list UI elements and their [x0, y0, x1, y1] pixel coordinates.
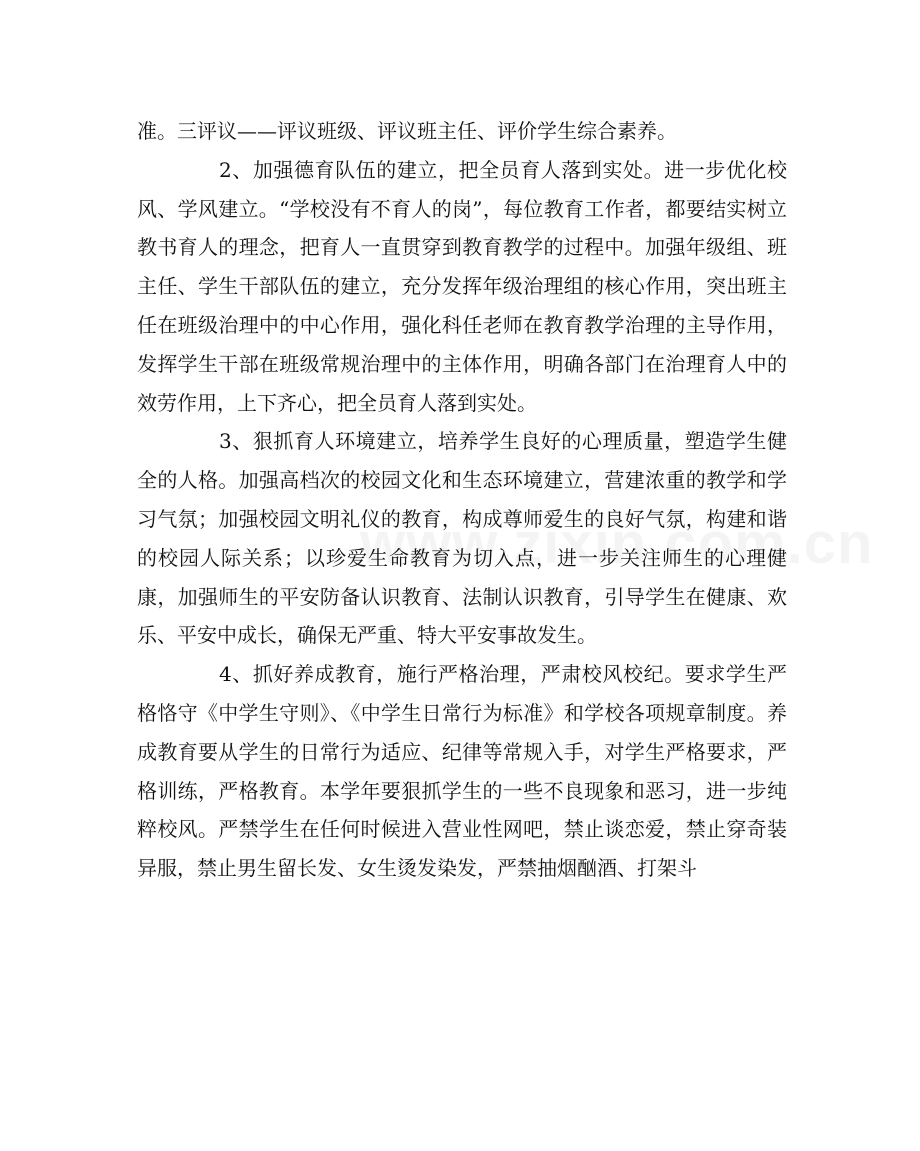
- document-body: [137, 112, 787, 888]
- paragraph-continuation: 准。三评议——评议班级、评议班主任、评价学生综合素养。: [137, 119, 677, 143]
- paragraph-3-environment: 3、狠抓育人环境建立，培养学生良好的心理质量，塑造学生健全的人格。加强高档次的校园文化和生态环境建立，营建浓重的教学和学习气氛；加强校园文明礼仪的教育，构成尊师爱生的良好气氛，构建和谐的校园人际关系；以珍爱生命教育为切入点，进一步关注师生的心理健康，加强师生的平安防备认识教育、法制认识教育，引导学生在健康、欢乐、平安中成长，确保无严重、特大平安事故发生。: [137, 429, 787, 648]
- paragraph-4-habit-education: 4、抓好养成教育，施行严格治理，严肃校风校纪。要求学生严格恪守《中学生守则》、《中学生日常行为标准》和学校各项规章制度。养成教育要从学生的日常行为适应、纪律等常规入手，对学生严格要求，严格训练，严格教育。本学年要狠抓学生的一些不良现象和恶习，进一步纯粹校风。严禁学生在任何时候进入营业性网吧，禁止谈恋爱，禁止穿奇装异服，禁止男生留长发、女生烫发染发，严禁抽烟酗酒、打架斗: [137, 662, 787, 881]
- paragraph-2-staff-team: 2、加强德育队伍的建立，把全员育人落到实处。进一步优化校风、学风建立。“学校没有不育人的岗”，每位教育工作者，都要结实树立教书育人的理念，把育人一直贯穿到教育教学的过程中。加强年级组、班主任、学生干部队伍的建立，充分发挥年级治理组的核心作用，突出班主任在班级治理中的中心作用，强化科任老师在教育教学治理的主导作用，发挥学生干部在班级常规治理中的主体作用，明确各部门在治理育人中的效劳作用，上下齐心，把全员育人落到实处。: [137, 157, 787, 415]
